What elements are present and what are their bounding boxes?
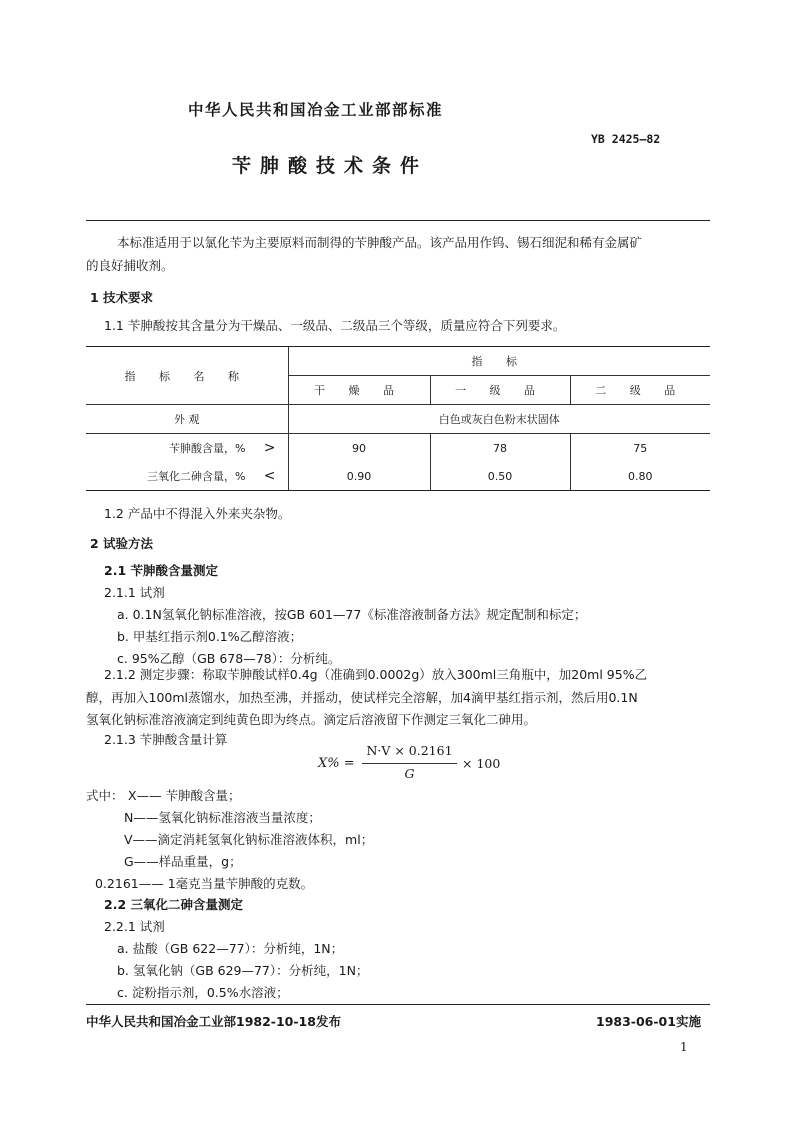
reagent-2-a: a. 盐酸（GB 622—77）：分析纯，1N； [117, 941, 344, 956]
grade-first: 一 级 品 [430, 376, 570, 405]
where-label: 式中： [86, 788, 124, 803]
table-row [86, 405, 710, 434]
arsenic-dry: 0.90 [288, 462, 430, 491]
formula-numerator: N·V × 0.2161 [366, 743, 453, 758]
row-name-arsenic: 三氧化二砷含量，% < [86, 462, 288, 491]
content-dry: 90 [288, 434, 430, 463]
arsenic-second: 0.80 [570, 462, 710, 491]
var-x: X—— 苄胂酸含量； [128, 788, 241, 803]
grade-second: 二 级 品 [570, 376, 710, 405]
clause-2-2: 2.2 三氧化二砷含量测定 [104, 897, 243, 912]
reagent-b: b. 甲基红指示剂0.1%乙醇溶液； [117, 629, 303, 644]
header-rule [86, 220, 710, 221]
table-row [86, 462, 710, 491]
row-name-appearance: 外 观 [86, 405, 288, 434]
clause-2-2-1: 2.2.1 试剂 [104, 919, 165, 934]
grade-dry: 干 燥 品 [288, 376, 430, 405]
table-row [86, 434, 710, 463]
section-2-heading: 2 试验方法 [90, 536, 154, 551]
formula-denominator: G [404, 766, 415, 781]
issued-line: 中华人民共和国冶金工业部1982-10-18发布 [86, 1014, 341, 1029]
document-title: 苄胂酸技术条件 [232, 155, 429, 177]
reagent-2-b: b. 氢氧化钠（GB 629—77）：分析纯，1N； [117, 963, 369, 978]
arsenic-first: 0.50 [430, 462, 570, 491]
appearance-value: 白色或灰白色粉末状固体 [288, 405, 710, 434]
row-name-content: 苄胂酸含量，% > [169, 440, 276, 456]
procedure-line-2: 醇，再加入100ml蒸馏水，加热至沸，并摇动，使试样完全溶解，加4滴甲基红指示剂，然后用0.1N [86, 690, 638, 705]
constant-note: 0.2161—— 1毫克当量苄胂酸的克数。 [95, 876, 314, 891]
standard-code: YB 2425—82 [591, 132, 661, 146]
spec-table [86, 346, 710, 491]
effective-line: 1983-06-01实施 [596, 1014, 701, 1029]
content-first: 78 [430, 434, 570, 463]
publisher-line: 中华人民共和国冶金工业部部标准 [188, 101, 444, 119]
reagent-a: a. 0.1N氢氧化钠标准溶液，按GB 601—77《标准溶液制备方法》规定配制和标定； [117, 607, 587, 622]
intro-line-2: 的良好捕收剂。 [86, 258, 174, 273]
fraction-bar [362, 763, 457, 764]
reagent-c: c. 95%乙醇（GB 678—78）：分析纯。 [117, 651, 341, 666]
content-second: 75 [570, 434, 710, 463]
section-1-heading: 1 技术要求 [90, 290, 154, 305]
col-header-indicator: 指 标 [288, 347, 710, 376]
var-v: V——滴定消耗氢氧化钠标准溶液体积，ml； [124, 832, 374, 847]
clause-2-1-1: 2.1.1 试剂 [104, 585, 165, 600]
var-g: G——样品重量，g； [124, 854, 242, 869]
procedure-line-1: 2.1.2 测定步骤：称取苄胂酸试样0.4g（准确到0.0002g）放入300ml三角瓶中，加20ml 95%乙 [104, 667, 648, 682]
clause-2-1-3: 2.1.3 苄胂酸含量计算 [104, 732, 228, 747]
clause-1-1: 1.1 苄胂酸按其含量分为干燥品、一级品、二级品三个等级，质量应符合下列要求。 [104, 318, 566, 333]
col-header-name: 指 标 名 称 [86, 347, 288, 405]
table-header-row [86, 347, 710, 376]
intro-line-1: 本标准适用于以氯化苄为主要原料而制得的苄胂酸产品。该产品用作钨、锡石细泥和稀有金属矿 [117, 235, 643, 250]
var-n: N——氢氧化钠标准溶液当量浓度； [124, 810, 321, 825]
clause-2-1: 2.1 苄胂酸含量测定 [104, 563, 218, 578]
clause-1-2: 1.2 产品中不得混入外来夹杂物。 [104, 506, 291, 521]
footer-rule [86, 1004, 710, 1005]
reagent-2-c: c. 淀粉指示剂，0.5%水溶液； [117, 985, 289, 1000]
formula-tail: × 100 [462, 756, 501, 771]
procedure-line-3: 氢氧化钠标准溶液滴定到纯黄色即为终点。滴定后溶液留下作测定三氧化二砷用。 [86, 712, 537, 727]
page-number: 1 [680, 1040, 688, 1054]
formula-lhs: X% = [318, 756, 355, 771]
